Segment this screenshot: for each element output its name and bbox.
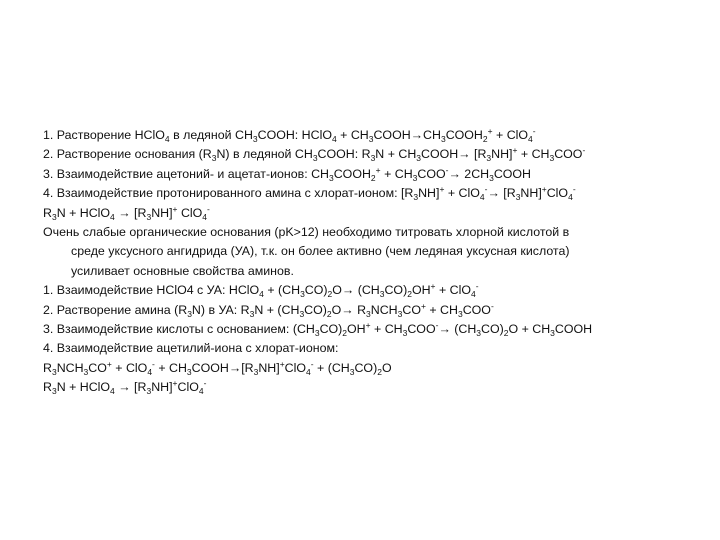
subscript: 3 bbox=[549, 153, 555, 164]
superscript: + bbox=[375, 164, 381, 175]
superscript: + bbox=[172, 203, 178, 214]
subscript: 4 bbox=[306, 366, 311, 377]
subscript: 3 bbox=[299, 308, 305, 319]
text-run: → [R bbox=[114, 205, 147, 220]
superscript: + bbox=[487, 126, 493, 136]
subscript: 3 bbox=[329, 172, 334, 183]
superscript: + bbox=[172, 378, 178, 389]
text-run: CO bbox=[88, 360, 107, 375]
subscript: 3 bbox=[83, 366, 89, 377]
text-run: NH] bbox=[151, 205, 173, 220]
text-run: COOH bbox=[333, 166, 371, 181]
subscript: 3 bbox=[379, 289, 385, 300]
subscript: 4 bbox=[110, 386, 115, 397]
text-run: O bbox=[381, 360, 392, 375]
text-run: COO bbox=[407, 322, 436, 337]
text-run: среде уксусного ангидрида (УА), т.к. он более активно (чем ледяная уксусная кислота) bbox=[71, 244, 570, 259]
superscript: - bbox=[152, 358, 155, 369]
subscript: 3 bbox=[366, 308, 371, 319]
text-run: 4. Взаимодействие протонированного амина с хлорат-ионом: [R bbox=[43, 186, 414, 201]
superscript: - bbox=[207, 203, 210, 214]
subscript: 3 bbox=[51, 386, 57, 397]
subscript: 2 bbox=[327, 289, 333, 300]
text-run: NH] bbox=[418, 186, 440, 201]
text-run: + (CH bbox=[313, 360, 350, 375]
text-line bbox=[43, 165, 715, 184]
text-run: Очень слабые органические основания (pK>12) необходимо титровать хлорной кислотой в bbox=[43, 225, 570, 240]
text-run: N) в ледяной CH bbox=[216, 147, 313, 162]
text-run: CO) bbox=[384, 283, 408, 298]
text-run: → (CH bbox=[438, 322, 477, 337]
text-run: ClO bbox=[284, 360, 307, 375]
document-body bbox=[43, 126, 715, 398]
text-line bbox=[43, 204, 715, 223]
text-run: + CH bbox=[336, 128, 369, 142]
subscript: 2 bbox=[342, 328, 348, 339]
text-line bbox=[43, 378, 715, 397]
subscript: 2 bbox=[326, 308, 332, 319]
superscript: - bbox=[532, 126, 536, 136]
text-run: ClO bbox=[177, 205, 203, 220]
text-line bbox=[43, 242, 715, 261]
text-run: O + CH bbox=[508, 322, 551, 337]
text-run: N + CH bbox=[375, 147, 417, 162]
text-run: усиливает основные свойства аминов. bbox=[71, 263, 294, 278]
text-run: COOH→CH bbox=[373, 128, 441, 142]
subscript: 2 bbox=[482, 134, 488, 144]
text-run: N + HClO bbox=[56, 205, 111, 220]
text-run: COO bbox=[554, 147, 583, 162]
superscript: + bbox=[279, 358, 285, 369]
text-run: + CH bbox=[380, 166, 413, 181]
subscript: 3 bbox=[440, 134, 446, 144]
text-run: + ClO bbox=[492, 128, 529, 142]
text-run: + ClO bbox=[444, 186, 480, 201]
subscript: 3 bbox=[416, 153, 421, 164]
text-run: 3. Взаимодействие кислоты с основанием: (CH bbox=[43, 322, 315, 337]
subscript: 4 bbox=[110, 211, 115, 222]
superscript: + bbox=[430, 281, 436, 292]
text-run: → [R bbox=[114, 380, 147, 395]
subscript: 3 bbox=[370, 153, 376, 164]
text-run: 3. Взаимодействие ацетоний- и ацетат-ионов: CH bbox=[43, 166, 329, 181]
text-line bbox=[43, 320, 715, 339]
superscript: + bbox=[365, 320, 371, 331]
subscript: 3 bbox=[253, 366, 259, 377]
subscript: 3 bbox=[412, 172, 418, 183]
superscript: + bbox=[439, 184, 445, 195]
text-run: N + (CH bbox=[254, 302, 300, 317]
subscript: 3 bbox=[402, 328, 408, 339]
text-run: 1. Растворение HClO bbox=[43, 128, 165, 142]
subscript: 3 bbox=[457, 308, 463, 319]
text-run: CO) bbox=[481, 322, 504, 337]
text-run: O→ (CH bbox=[332, 283, 380, 298]
text-run: R bbox=[43, 360, 52, 375]
text-run: + (CH bbox=[263, 283, 301, 298]
subscript: 2 bbox=[407, 289, 412, 300]
subscript: 3 bbox=[51, 211, 57, 222]
text-run: R bbox=[43, 380, 52, 395]
subscript: 3 bbox=[397, 308, 403, 319]
subscript: 4 bbox=[568, 192, 573, 203]
superscript: - bbox=[435, 320, 439, 331]
subscript: 3 bbox=[368, 134, 374, 144]
text-line bbox=[43, 281, 715, 300]
subscript: 3 bbox=[550, 328, 555, 339]
text-run: + CH bbox=[154, 360, 187, 375]
superscript: - bbox=[484, 184, 488, 195]
subscript: 2 bbox=[503, 328, 509, 339]
subscript: 4 bbox=[331, 134, 337, 144]
subscript: 4 bbox=[479, 192, 485, 203]
subscript: 3 bbox=[515, 192, 521, 203]
superscript: - bbox=[310, 358, 314, 369]
text-run: COOH→[R bbox=[191, 360, 254, 375]
text-run: → [R bbox=[487, 186, 516, 201]
subscript: 3 bbox=[312, 153, 318, 164]
text-run: O→ R bbox=[331, 302, 367, 317]
text-run: 4. Взаимодействие ацетилий-иона с хлорат-ионом: bbox=[43, 341, 339, 356]
subscript: 4 bbox=[147, 366, 153, 377]
text-run: NCH bbox=[370, 302, 398, 317]
subscript: 4 bbox=[259, 289, 264, 300]
superscript: + bbox=[512, 145, 518, 156]
subscript: 3 bbox=[146, 386, 152, 397]
subscript: 3 bbox=[211, 153, 217, 164]
text-line bbox=[43, 126, 715, 145]
text-run: N) в УА: R bbox=[191, 302, 250, 317]
text-line bbox=[43, 262, 715, 281]
text-run: CO) bbox=[304, 302, 327, 317]
text-run: 2. Растворение амина (R bbox=[43, 302, 188, 317]
text-run: NH] bbox=[520, 186, 542, 201]
text-run: + CH bbox=[517, 147, 550, 162]
subscript: 3 bbox=[186, 366, 192, 377]
superscript: + bbox=[541, 184, 547, 195]
text-line bbox=[43, 223, 715, 242]
text-run: + ClO bbox=[111, 360, 148, 375]
text-run: NCH bbox=[56, 360, 84, 375]
text-run: COOH bbox=[493, 166, 532, 181]
text-run: CO) bbox=[319, 322, 343, 337]
subscript: 3 bbox=[300, 289, 305, 300]
text-run: COO bbox=[462, 302, 491, 317]
text-line bbox=[43, 184, 715, 203]
subscript: 4 bbox=[202, 211, 208, 222]
text-run: → 2CH bbox=[448, 166, 490, 181]
text-run: COOH: HClO bbox=[257, 128, 332, 142]
text-run: 2. Растворение основания (R bbox=[43, 147, 212, 162]
superscript: - bbox=[582, 145, 586, 156]
text-run: в ледяной CH bbox=[169, 128, 253, 142]
text-run: ClO bbox=[546, 186, 569, 201]
subscript: 3 bbox=[314, 328, 320, 339]
text-run: OH bbox=[347, 322, 366, 337]
superscript: - bbox=[490, 300, 494, 311]
text-run: R bbox=[43, 205, 52, 220]
subscript: 2 bbox=[377, 366, 382, 377]
subscript: 2 bbox=[370, 172, 376, 183]
superscript: - bbox=[475, 281, 479, 292]
subscript: 3 bbox=[476, 328, 482, 339]
subscript: 3 bbox=[249, 308, 255, 319]
text-run: NH] bbox=[258, 360, 280, 375]
text-run: COOH→ [R bbox=[421, 147, 487, 162]
text-run: N + HClO bbox=[56, 380, 111, 395]
text-run: 1. Взаимодействие HClO4 с УА: HClO bbox=[43, 283, 260, 298]
text-run: CO) bbox=[354, 360, 378, 375]
superscript: - bbox=[203, 378, 207, 389]
text-run: NH] bbox=[151, 380, 173, 395]
subscript: 3 bbox=[413, 192, 419, 203]
subscript: 3 bbox=[489, 172, 494, 183]
text-line bbox=[43, 339, 715, 358]
text-run: COOH bbox=[445, 128, 483, 142]
text-run: + CH bbox=[370, 322, 403, 337]
text-line bbox=[43, 301, 715, 320]
text-run: CO) bbox=[304, 283, 328, 298]
subscript: 3 bbox=[187, 308, 192, 319]
text-run: OH bbox=[411, 283, 431, 298]
text-run: + ClO bbox=[435, 283, 471, 298]
text-run: ClO bbox=[177, 380, 199, 395]
text-run: + CH bbox=[425, 302, 458, 317]
superscript: + bbox=[106, 358, 112, 369]
subscript: 3 bbox=[349, 366, 355, 377]
subscript: 3 bbox=[146, 211, 152, 222]
text-run: NH] bbox=[491, 147, 513, 162]
subscript: 4 bbox=[198, 386, 204, 397]
text-run: CO bbox=[402, 302, 421, 317]
subscript: 4 bbox=[164, 134, 170, 144]
subscript: 4 bbox=[528, 134, 533, 144]
text-run: COOH: R bbox=[317, 147, 371, 162]
text-line bbox=[43, 145, 715, 164]
text-run: COO bbox=[417, 166, 446, 181]
subscript: 4 bbox=[470, 289, 476, 300]
text-line bbox=[43, 359, 715, 378]
text-run: COOH bbox=[554, 322, 593, 337]
superscript: - bbox=[445, 164, 449, 175]
subscript: 3 bbox=[486, 153, 492, 164]
subscript: 3 bbox=[252, 134, 258, 144]
subscript: 3 bbox=[51, 366, 57, 377]
superscript: - bbox=[572, 184, 576, 195]
superscript: + bbox=[420, 300, 426, 311]
